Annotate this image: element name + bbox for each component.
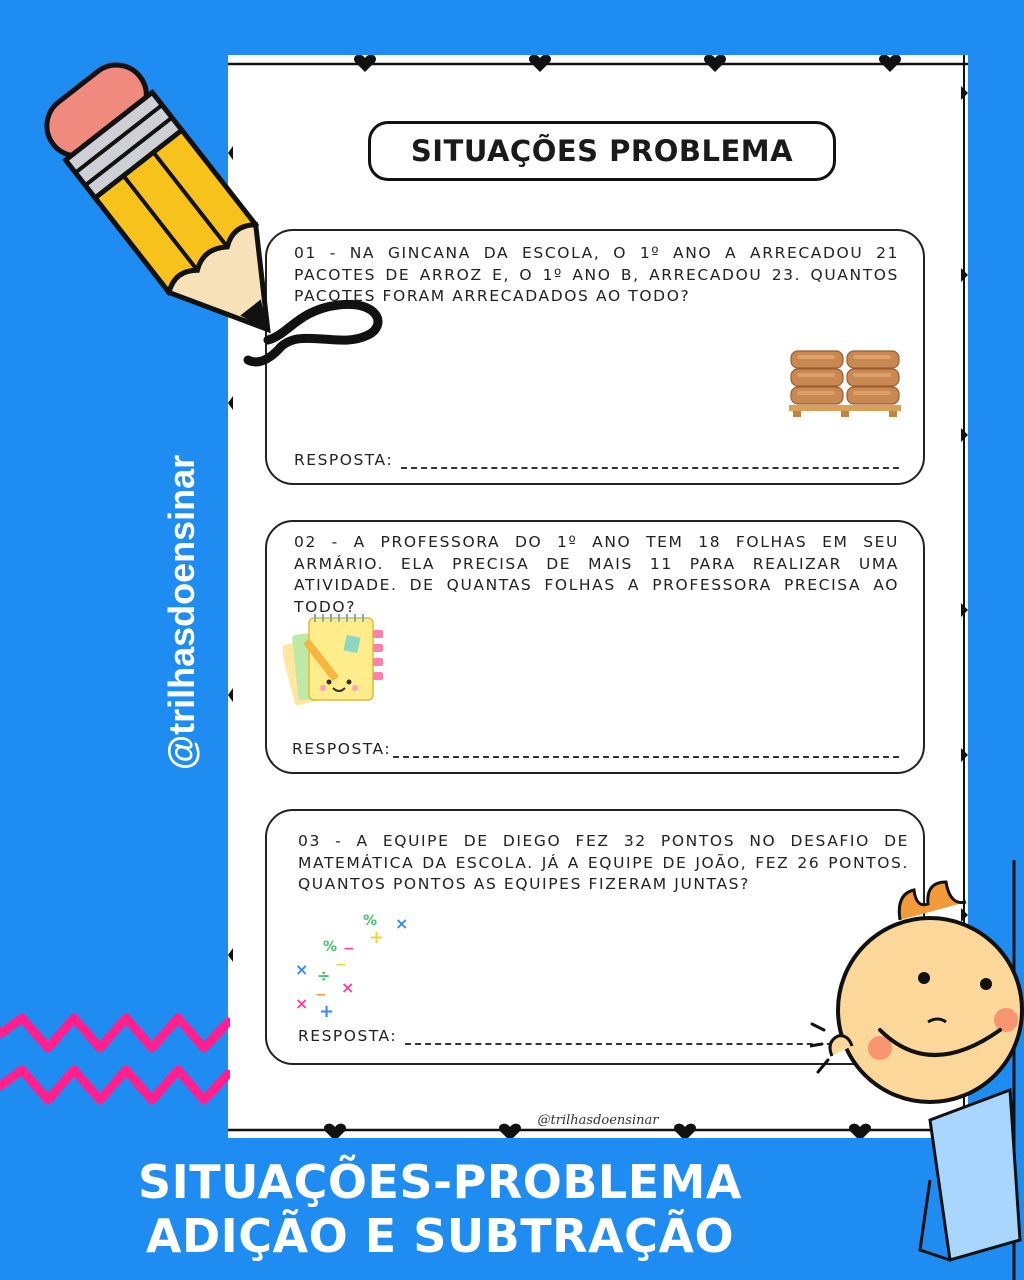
svg-text:−: −	[335, 957, 347, 973]
math-symbols-icon	[295, 911, 415, 1031]
pencil-icon	[30, 30, 420, 370]
answer-label: RESPOSTA:	[294, 451, 394, 469]
notebook-icon	[283, 608, 393, 714]
svg-text:−: −	[343, 941, 355, 957]
answer-blank[interactable]	[401, 455, 899, 469]
worksheet-credit: @trilhasdoensinar	[537, 1113, 659, 1128]
answer-line-2[interactable]	[292, 740, 899, 758]
svg-text:−: −	[315, 987, 327, 1003]
footer-line-2: ADIÇÃO E SUBTRAÇÃO	[145, 1209, 735, 1263]
side-handle	[160, 420, 206, 770]
answer-label: RESPOSTA:	[298, 1027, 398, 1045]
question-3-text: 03 - A EQUIPE DE DIEGO FEZ 32 PONTOS NO DESAFIO DE MATEMÁTICA DA ESCOLA. JÁ A EQUIPE DE JOÃO, FEZ 26 PONTOS. QUANTOS PONTOS AS EQUIPES FIZERAM JUNTAS?	[298, 832, 909, 893]
svg-text:×: ×	[295, 994, 309, 1013]
svg-text:×: ×	[395, 914, 409, 933]
question-card-2	[265, 520, 925, 774]
side-handle-text: @trilhasdoensinar	[161, 454, 202, 770]
footer-title	[0, 1155, 880, 1263]
svg-text:×: ×	[295, 960, 309, 979]
answer-blank[interactable]	[393, 744, 899, 758]
svg-text:%: %	[363, 913, 378, 929]
zigzag-decoration	[0, 1000, 230, 1120]
answer-line-3[interactable]	[298, 1027, 853, 1045]
svg-text:+: +	[369, 927, 385, 948]
svg-text:+: +	[319, 1001, 335, 1022]
answer-line-1[interactable]	[294, 451, 899, 469]
question-2-text: 02 - A PROFESSORA DO 1º ANO TEM 18 FOLHAS EM SEU ARMÁRIO. ELA PRECISA DE MAIS 11 PARA REALIZAR UMA ATIVIDADE. DE QUANTAS FOLHAS A PROFESSORA PRECISA AO TODO?	[294, 533, 899, 616]
question-1-text: 01 - NA GINCANA DA ESCOLA, O 1º ANO A ARRECADOU 21 PACOTES DE ARROZ E, O 1º ANO B, ARRECADOU 23. QUANTOS PACOTES FORAM ARRECADADOS AO TODO?	[294, 244, 899, 305]
svg-text:%: %	[323, 939, 338, 955]
answer-blank[interactable]	[405, 1031, 853, 1045]
worksheet-title: SITUAÇÕES PROBLEMA	[368, 121, 836, 181]
answer-label: RESPOSTA:	[292, 740, 392, 758]
svg-text:÷: ÷	[317, 966, 331, 985]
footer-line-1: SITUAÇÕES-PROBLEMA	[137, 1155, 743, 1209]
rice-sacks-icon	[785, 343, 905, 417]
svg-text:×: ×	[341, 978, 355, 997]
